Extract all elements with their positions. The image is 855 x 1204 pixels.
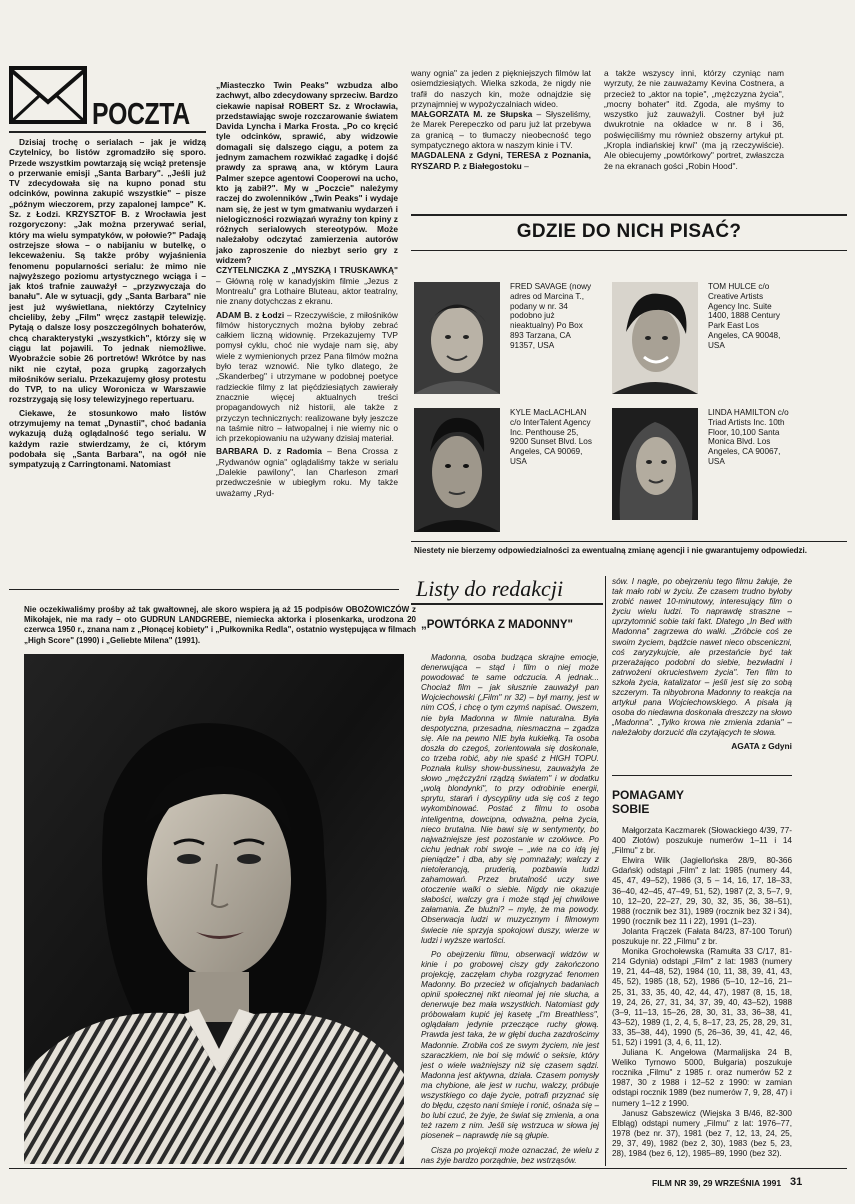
listy-body-4: sów. I nagle, po obejrzeniu tego filmu żałuje, że tak mało robi w życiu. Że czasem trudno byłoby zrobić nawet 10-minutowy, interesujący film o życiu wielu ludzi. To naprawdę straszne – uprzytomnić sobie taki fakt. Dlatego „In Bed with Madonna" zagrzewa do walki. „Zróbcie coś ze swoim życiem, bądźcie nawet nieco obsceniczni, coś zaryzykujcie, ale przestańcie być tak przerażająco podobni do siebie, bezwładni i zatrwożeni okruciestwem życia". Ten film to szkoła życia, katalizator – jeśli jest się zo sobą szczerym. Ta nibyobrona Madonny to reakcja na artykuł pana Wojciechowskiego. A pisała ją osoba do niedawna doskonała dreszczy na słowo „Madonna". „Tylko krowa nie zmienia zdania" – należałoby dorzucić dla czytających te słowa. [612, 577, 792, 738]
poczta-column-2 [216, 80, 398, 498]
pomagamy-p1: Małgorzata Kaczmarek (Słowackiego 4/39, 77-400 Złotów) poszukuje numerów 1–11 i 14 „Filmu" z br. [612, 826, 792, 856]
poczta-col2c-name: ADAM B. z Łodzi [216, 309, 285, 320]
poczta-col2b-para [216, 265, 398, 306]
poczta-col1b-text: Ciekawe, że stosunkowo mało listów otrzymujemy na temat „Dynastii", choć badania wykazują dużą oglądalność tego serialu. W każdym razie stwierdzamy, że ci, którym podobała się „Santa Barbara", na ogół nie sympatyzują z Carringtonami. Natomiast [9, 407, 206, 470]
poczta-col1-text: Dzisiaj trochę o serialach – jak je widzą Czytelnicy, bo listów zgromadziło się sporo. Przede wszystkim powtarzają się wciąż pretensje o przerwanie emisji „Santa Barbary". „Jeśli już TV zdecydowała się na kupno ponad stu odcinków, powinna zakupić wszystkie" – pisze „późnym wieczorem, przy zapalonej lampce" K. Sz. z Łodzi. KRZYSZTOF B. z Wrocławia jest rozgoryczony: „Jak można przerywać serial, który ma wielu sympatyków, w połowie?" Padają ostrzejsze słowa – o nabijaniu w butelkę, o lekceważeniu. Są także próby wyjaśnienia fenomenu popularności serialu: że mimo nie najwyższego poziomu artystycznego wciąga i – jak ktoś trafnie zauważył – „przyzwyczaja do banału". Ale w sytuacji, gdy „Santa Barbara" nie jest już wyświetlana, niektórzy Czytelnicy chcieliby, żeby „Film" wręcz zastąpił telewizję. Pytają o dalsze losy poszczególnych bohaterów, chcą charakterystyki „wszystkich", którzy się w ciągu lat pojawili. To jednak niemożliwe. Wyobraźcie sobie 26 portretów! Wkrótce by nas nikt nie czytał, poza grupką zagorzałych miłośników serialu. Przekazujemy głosy protestu do TVP, to na ulicy Woronicza w Warszawie rozstrzygają się losy telewizyjnego repertuaru. [9, 137, 206, 405]
tom-hulce-photo [612, 282, 698, 394]
poczta-col3b-para [411, 109, 591, 150]
poczta-col3b-name: MAŁGORZATA M. ze Słupska [411, 109, 533, 120]
gdzie-note: Niestety nie bierzemy odpowiedzialności za ewentualną zmianę agencji i nie gwarantujemy odpowiedzi. [414, 546, 807, 555]
poczta-title-rule [9, 131, 206, 133]
kyle-maclachlan-photo [414, 408, 500, 532]
poczta-col2d-text: – Bena Crossa z „Rydwanów ognia" oglądaliśmy także w serialu „Dalekie pawilony", Ian Charleson zmarł przedwcześnie w ubiegłym roku. My także uważamy „Ryd- [216, 446, 398, 498]
listy-body-2: Po obejrzeniu filmu, obserwacji widzów w kinie i po grobowej ciszy gdy zakończono projekcję, zaczęłam chyba rozgryzać fenomen Madonny. Bo przecież w oficjalnych badaniach opinii społecznej nikt nieomal jej nie słucha, a denerwuje bez mała wszystkich. Natomiast gdy próbowałam kupić jej kasetę „I'm Breathless", oglądałam jedynie przeczące ruchy głową. Prawda jest taka, że w głębi ducha zazdrościmy Madonnie. Zrobiła coś ze swym życiem, nie jest szaraczkiem, nie boi się mówić o seksie, który jest o wiele ważniejszy niż się czasem sądzi. Madonna jest aktywna, działa. Czasem pomysły ma chybione, ale jest w ruchu, walczy, próbuje wszystkiego co daje życie, potrafi przyznać się do błędu, często nani śmieje i ronić, ośnaża się – bo lubi czuć, że żyje, że świat się zmienia, a ona też razem z nim. Jeśli się wstrzuca w słowa jej piosenek – naprawdę nie są głupie. [421, 949, 599, 1141]
gdzie-top-rule [411, 214, 847, 216]
pomagamy-p5: Juliana K. Angełowa (Marmalijska 24 B, Weliko Tyrnowo 5000, Bułgaria) poszukuje rocznika „Filmu" z 1985 r. oraz numerów 52 z 1987, 30 z 1988 i 12–52 z 1990: w zamian odstąpi rocznik 1989 (bez numerów 7, 9, 28, 47) i numery 1–12 z 1990. [612, 1048, 792, 1108]
pomagamy-p6: Janusz Gabszewicz (Wiejska 3 B/46, 82-300 Elbląg) odstąpi numery „Filmu" z lat: 1976–77, 1978 (bez nr. 37), 1981 (bez 7, 12, 13, 24, 25, 29, 37, 49), 1982 (bez 2, 30), 1983 (bez 5, 23, 28), 1984 (bez 6, 12), 1985–89, 1990 (bez 32). [612, 1108, 792, 1158]
caption-top-rule [9, 589, 399, 590]
poczta-col2c-text: – Rzeczywiście, z miłośników filmów historycznych można byłoby zebrać całkiem liczną widownię. Przekazujemy TVP pomysł cyklu, choć nie wydaje nam się, aby wiele z wymienionych przez Pana filmów można było teraz wznowić. Nie tylko dlatego, że „Skanderbeg" i utrzymane w podobnej poetyce radzieckie filmy z lat pięćdziesiątych zawierały znacznie więcej aktualnych treści propagandowych niż historii, ale także z przyczyn technicznych: realizowane były jeszcze na taśmie nitro – łatwopalnej i nie wiemy nic o ich przekopiowaniu na używany dzisiaj materiał. [216, 309, 398, 444]
poczta-col3c-name: MAGDALENA z Gdyni, TERESA z Poznania, RYSZARD P. z Białegostoku [411, 150, 591, 171]
gudrun-landgrebe-photo [24, 654, 404, 1164]
linda-hamilton-photo [612, 408, 698, 520]
footer-page-number: 31 [790, 1176, 803, 1188]
linda-hamilton-address: LINDA HAMILTON c/o Triad Artists Inc. 10th Floor, 10,100 Santa Monica Blvd. Los Angeles, CA 90067, USA [708, 408, 789, 466]
listy-column-divider [605, 576, 606, 1166]
listy-body-3: Cisza po projekcji może oznaczać, że wielu z nas żyje bardzo porządnie, bez wstrząsów. [421, 1145, 599, 1165]
pomagamy-p2: Elwira Wilk (Jagiellońska 28/9, 80-366 Gdańsk) odstąpi „Film" z lat: 1985 (numery 44, 45, 47, 49–52), 1986 (3, 5 – 14, 16, 17, 18–33, 36–40, 42–45, 47–49, 51, 52), 1987 (2, 3, 5–7, 9, 10, 12–20, 22–27, 29, 30, 32, 35, 36, 38–51), 1988 (rocznik bez 31), 1989 (rocznik bez 32 i 34), 1990 (rocznik bez 11 i 22), 1991 (1–23). [612, 856, 792, 926]
poczta-col3a-text: wany ognia" za jeden z piękniejszych filmów lat osiemdziesiątych. Wielka szkoda, że nigdy nie trafił do naszych kin, może odnajdzie się przynajmniej w wypożyczalniach wideo. [411, 68, 591, 109]
gdzie-title: GDZIE DO NICH PISAĆ? [516, 221, 742, 242]
pomagamy-body [612, 826, 792, 1159]
listy-subtitle: „POWTÓRKA Z MADONNY" [421, 619, 573, 631]
pomagamy-rule [612, 775, 792, 776]
fred-savage-photo [414, 282, 500, 394]
pomagamy-title: POMAGAMY SOBIE [612, 788, 684, 816]
poczta-col3c-para [411, 150, 591, 171]
poczta-col2c-para [216, 310, 398, 444]
poczta-col3c-text: – [521, 160, 529, 171]
mail-envelope-icon [9, 66, 87, 124]
tom-hulce-address: TOM HULCE c/o Creative Artists Agency Inc. Suite 1400, 1888 Century Park East Los Angeles, CA 90048, USA [708, 282, 781, 350]
gdzie-note-rule [411, 541, 847, 542]
poczta-col2a-text: „Miasteczko Twin Peaks" wzbudza albo zachwyt, albo zdecydowany sprzeciw. Bardzo ciekawie napisał ROBERT Sz. z Wrocławia, przedstawiając swoje rozczarowanie światem Davida Lyncha i Marka Frosta. „Po co kręcić tyle odcinków, sprawić, aby widzowie domagali się dalszego ciągu, a potem za jednym zamachem rozwikłać zagadkę i dojść prawdy za sprawą ana, w którym Laura Palmer szepce agentowi Cooperowi na ucho, kto ją zabił?". My w „Poczcie" należymy raczej do zwolenników „Twin Peaks" i wydaje nam się, że jest w tym gmatwaniu wydarzeń i nielogiczności rozwiązań wyraźny ton kpiny z różnych serialowych stereotypów. Może należałoby odczytać zamierzenia autorów jako zaproszenie do niezbyt serio gry z widzem? [216, 80, 398, 266]
kyle-maclachlan-address: KYLE MacLACHLAN c/o InterTalent Agency Inc. Penthouse 25, 9200 Sunset Blvd. Los Angeles, CA 90069, USA [510, 408, 592, 466]
poczta-col4-text: a także wszyscy inni, którzy czyniąc nam wyrzuty, że nie zauważamy Kevina Costnera, a przecież to „aktor na topie", „mężczyzna życia", „mocny bohater" itd. Zgoda, ale myśmy to wszystko już zauważyli. Costner był już dwukrotnie na okładce w nr. 8 i 36, poświęciliśmy mu również obszerny artykuł pt. „Kropla indiańskiej krwi" (ma ją rzeczywiście). Ale obiecujemy „powtórkowy" portret, zwłaszcza że na ekranach gości „Robin Hood". [604, 68, 784, 171]
poczta-column-3 [411, 68, 591, 171]
pomagamy-p4: Monika Grochołewska (Ramułta 33 C/17, 81-214 Gdynia) odstąpi „Film" z lat: 1983 (numery 19, 21, 44–48, 52), 1984 (10, 11, 38, 39, 41, 43, 45, 52), 1985 (18, 52), 1986 (5–10, 12–16, 21–25, 31, 33, 35, 40, 42, 44, 47), 1987 (8, 15, 18, 19, 24, 26, 27, 31, 34, 37, 39, 40, 43–52), 1988 (3–9, 11–13, 15–26, 28, 30, 31, 33, 36–38, 41, 43–52), 1989 (1, 2, 4, 5, 8–17, 23, 25, 28, 29, 31, 33, 35–38, 44), 1990 (5, 26–36, 39, 41, 42, 46, 51, 52) i 1991 (3, 4, 6, 11, 12). [612, 947, 792, 1047]
listy-signature: AGATA z Gdyni [731, 740, 792, 751]
poczta-col2d-name: BARBARA D. z Radomia [216, 446, 322, 457]
poczta-title: POCZTA [92, 96, 190, 131]
gdzie-bottom-rule [411, 250, 847, 251]
gudrun-caption: Nie oczekiwaliśmy prośby aż tak gwałtownej, ale skoro wspiera ją aż 15 podpisów OBOŻOWICZÓW z Mikołajek, nie ma rady – oto GUDRUN LANDGREBE, niemiecka aktorka i plosenkarka, urodzona 20 czerwca 1950 r., znana nam z „Płonącej kobiety" i „Pułkownika Redla", ostatnio występująca w filmach „High Score" (1990) i „Geliebte Milena" (1991). [24, 605, 416, 645]
listy-title-rule [411, 603, 603, 605]
poczta-col2b-name: CZYTELNICZKA Z „MYSZKĄ I TRUSKAWKĄ" [216, 265, 398, 276]
listy-body-1: Madonna, osoba budząca skrajne emocje, denerwująca – stąd i film o niej może powodować te same odczucia. A jednak... Chociaż film – jak słusznie zauważył pan Wojciechowski („Film" nr 32) – był marny, jest w nim COŚ, i chcę o tym czymś napisać. Owszem, nie była Madonna w filmie naturalna. Była despotyczna, przesadna, niesmaczna – zgadza się. Ale na pewno NIE była kukiełką. Ta osoba doszła do czegoś, zorientowała się doskonale, co trzeba robić, aby nie spaść z HIGH TOPU. Poznała kulisy show-bussinesu, zauważyła że słowo „mężczyźni rządzą światem" i w dodatku „wolą blondynki", to przy odrobinie energii, sprytu, starań i dyscypliny uda się coś z tego wykombinować. Postać z filmu to osoba inteligentna, dowcipna, odważna, pełna życia, nieco brutalna. Nie bawi się w sentymenty, bo najważniejsze jest pozostanie w czołówce. Po cichu jednak robi swoje – „wie na co idą jej pieniądze" i dba, aby się pomnażały; walczy z nietolerancją, pruderią, pozbawia ludzi zahamowań. Przez brutalność uczy swe otoczenie walki o siebie. Nigdy nie okazuje słabości, walczy gra i może stąd jej chwilowe załamania. Że bluźni? – mylę, że ma powody. Obserwacja ludzi w muzycznym i filmowym świecie nie sprzyja spokojowi duszy, wierze w ludzi i wyższe wartości. [421, 653, 599, 945]
listy-column-2 [612, 577, 792, 751]
fred-savage-address: FRED SAVAGE (nowy adres od Marcina T., podany w nr. 34 podobno już nieaktualny) Po Box 893 Tarzana, CA 91357, USA [510, 282, 592, 350]
poczta-col2b-text: – Główną rolę w kanadyjskim filmie „Jezus z Montrealu" gra Lothaire Bluteau, aktor teatralny, nie znany dotychczas z ekranu. [216, 275, 398, 307]
poczta-col3b-text: – Słyszeliśmy, że Marek Perepeczko od paru już lat przebywa za granicą – to tłumaczy nieobecność tego sympatycznego aktora w naszym kinie i TV. [411, 109, 591, 151]
listy-column-1 [421, 653, 599, 1166]
poczta-col2d-para [216, 446, 398, 497]
poczta-column-1 [9, 137, 206, 470]
footer-issue: FILM NR 39, 29 WRZEŚNIA 1991 [652, 1178, 782, 1188]
listy-title: Listy do redakcji [416, 576, 564, 601]
poczta-column-4 [604, 68, 784, 171]
footer-rule [9, 1168, 847, 1169]
pomagamy-p3: Jolanta Frączek (Fałata 84/23, 87-100 Toruń) poszukuje nr. 22 „Filmu" z br. [612, 926, 792, 947]
